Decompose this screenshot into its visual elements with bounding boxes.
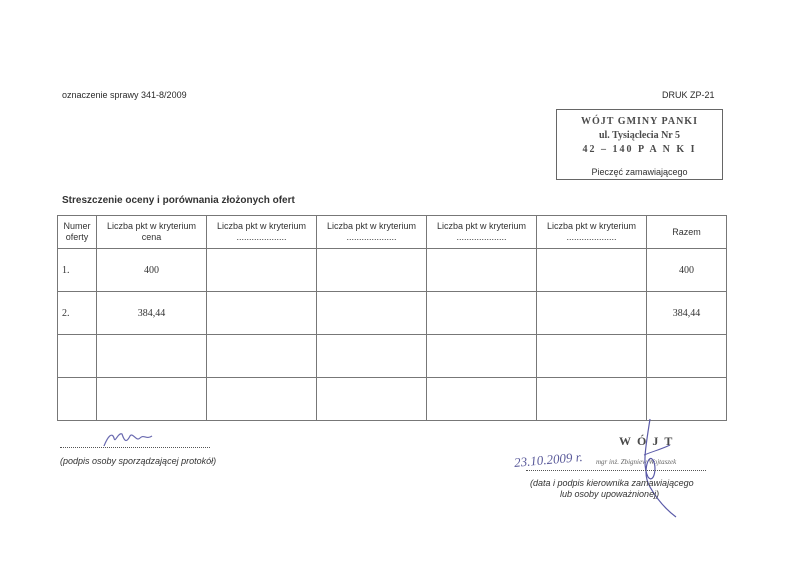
manager-signature [628, 415, 688, 520]
cell-total: 384,44 [647, 292, 727, 335]
cell-criterion-3 [207, 249, 317, 292]
cell-total: 400 [647, 249, 727, 292]
manager-caption-line-1: (data i podpis kierownika zamawiającego [530, 478, 694, 488]
cell-criterion-5 [427, 335, 537, 378]
table-row [58, 292, 727, 335]
table-row [58, 335, 727, 378]
cell-criterion-4 [317, 292, 427, 335]
signature-date: 23.10.2009 r. [513, 449, 584, 470]
cell-criterion-3 [207, 378, 317, 421]
cell-criterion-6 [537, 249, 647, 292]
cell-criterion-5 [427, 378, 537, 421]
table-row [58, 378, 727, 421]
ordering-party-stamp [556, 109, 723, 180]
section-title: Streszczenie oceny i porównania złożonych ofert [62, 195, 295, 206]
signature-line-right [526, 470, 706, 471]
cell-price-points [97, 335, 207, 378]
cell-price-points: 400 [97, 249, 207, 292]
offers-table [57, 215, 727, 421]
header-criterion-6: Liczba pkt w kryterium .................... [537, 216, 647, 249]
signature-line-left [60, 447, 210, 448]
cell-offer-number: 2. [58, 292, 97, 335]
wojt-stamp: WÓJT [619, 434, 679, 448]
cell-criterion-4 [317, 335, 427, 378]
header-criterion-3: Liczba pkt w kryterium .................... [207, 216, 317, 249]
cell-criterion-3 [207, 292, 317, 335]
case-reference: oznaczenie sprawy 341-8/2009 [62, 90, 187, 100]
cell-price-points [97, 378, 207, 421]
table-row [58, 249, 727, 292]
cell-offer-number [58, 378, 97, 421]
cell-total [647, 335, 727, 378]
manager-caption-line-2: lub osoby upoważnionej) [560, 489, 660, 499]
cell-criterion-5 [427, 249, 537, 292]
header-offer-number: Numer oferty [58, 216, 97, 249]
header-criterion-5: Liczba pkt w kryterium .................... [427, 216, 537, 249]
cell-criterion-6 [537, 335, 647, 378]
stamp-line-3: 42 – 140 P A N K I [582, 144, 697, 155]
cell-price-points: 384,44 [97, 292, 207, 335]
cell-criterion-4 [317, 249, 427, 292]
stamp-line-2: ul. Tysiąclecia Nr 5 [598, 130, 681, 141]
cell-criterion-6 [537, 292, 647, 335]
cell-criterion-4 [317, 378, 427, 421]
protocol-author-caption: (podpis osoby sporządzającej protokół) [60, 456, 217, 466]
header-criterion-4: Liczba pkt w kryterium .................... [317, 216, 427, 249]
cell-criterion-3 [207, 335, 317, 378]
cell-offer-number: 1. [58, 249, 97, 292]
table-header-row [58, 216, 727, 249]
stamp-caption: Pieczęć zamawiającego [591, 167, 688, 177]
cell-criterion-5 [427, 292, 537, 335]
form-code: DRUK ZP-21 [662, 90, 715, 100]
header-price-criterion: Liczba pkt w kryterium cena [97, 216, 207, 249]
manager-name-stamp: mgr inż. Zbigniew Wojtaszek [596, 458, 677, 466]
header-total: Razem [647, 216, 727, 249]
stamp-line-1: WÓJT GMINY PANKI [581, 116, 698, 127]
cell-offer-number [58, 335, 97, 378]
